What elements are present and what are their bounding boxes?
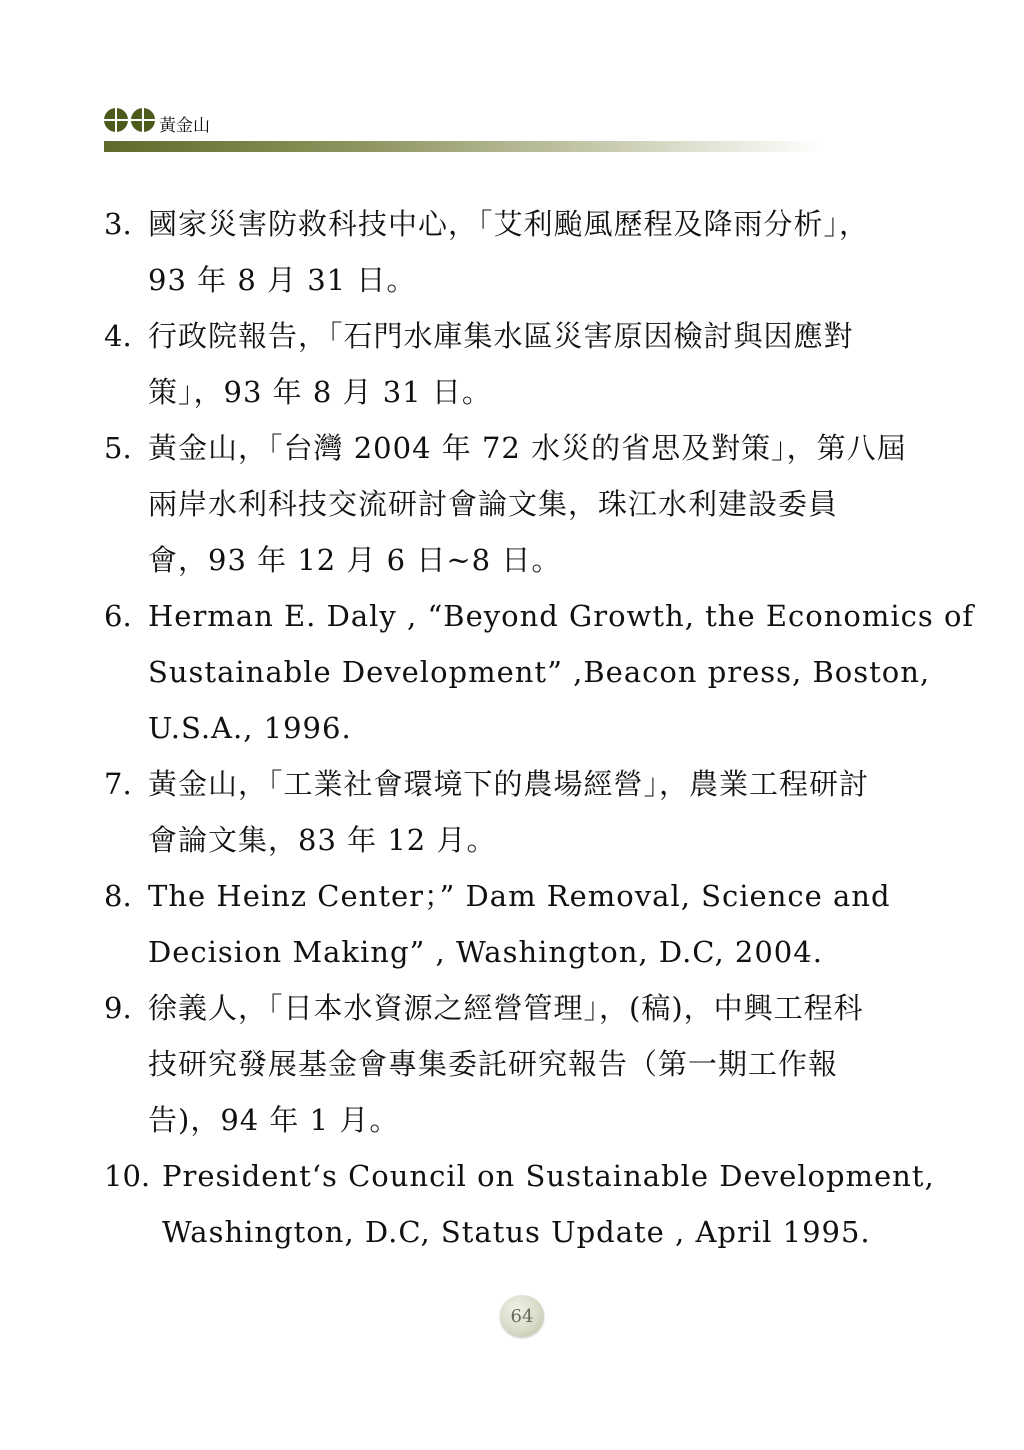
reference-line: Herman E. Daly , “Beyond Growth, the Economics of xyxy=(148,599,975,633)
reference-text xyxy=(148,196,924,308)
logo xyxy=(104,108,155,132)
reference-line: 兩岸水利科技交流研討會論文集，珠江水利建設委員 xyxy=(148,487,839,521)
reference-item xyxy=(104,756,924,868)
logo-clover-icon xyxy=(104,108,128,132)
reference-number: 3. xyxy=(104,207,132,241)
reference-line: President‘s Council on Sustainable Development, xyxy=(162,1159,935,1193)
reference-line: 國家災害防救科技中心，「艾利颱風歷程及降雨分析」， xyxy=(148,207,870,241)
reference-number: 8. xyxy=(104,879,132,913)
reference-item xyxy=(104,308,924,420)
reference-number: 10. xyxy=(104,1159,151,1193)
header-rule xyxy=(104,141,824,152)
reference-text xyxy=(148,588,974,756)
reference-line: U.S.A., 1996. xyxy=(148,711,352,745)
reference-text xyxy=(148,980,924,1148)
reference-line: 黃金山，「台灣 2004 年 72 水災的省思及對策」，第八屆 xyxy=(148,431,907,465)
reference-number: 5. xyxy=(104,431,132,465)
reference-line: 會，93 年 12 月 6 日~8 日。 xyxy=(148,543,562,577)
header-author: 黃金山 xyxy=(159,115,210,136)
reference-line: Sustainable Development” ,Beacon press, Boston, xyxy=(148,655,931,689)
reference-number: 4. xyxy=(104,319,132,353)
reference-number: 6. xyxy=(104,599,132,633)
reference-item xyxy=(104,1148,935,1260)
reference-line: 策」，93 年 8 月 31 日。 xyxy=(148,375,492,409)
reference-text xyxy=(148,420,924,588)
reference-line: 93 年 8 月 31 日。 xyxy=(148,263,417,297)
reference-line: 徐義人，「日本水資源之經營管理」，(稿)，中興工程科 xyxy=(148,991,864,1025)
reference-number: 9. xyxy=(104,991,132,1025)
reference-line: 告)，94 年 1 月。 xyxy=(148,1103,400,1137)
reference-line: 技研究發展基金會專集委託研究報告（第一期工作報 xyxy=(148,1047,839,1081)
logo-clover-icon xyxy=(131,108,155,132)
page-number-badge xyxy=(500,1295,544,1337)
reference-item xyxy=(104,980,924,1148)
reference-line: 黃金山，「工業社會環境下的農場經營」，農業工程研討 xyxy=(148,767,870,801)
reference-list xyxy=(104,196,975,1260)
reference-item xyxy=(104,868,924,980)
reference-number: 7. xyxy=(104,767,132,801)
page-header xyxy=(104,104,210,136)
reference-item xyxy=(104,420,924,588)
reference-text xyxy=(162,1148,935,1260)
reference-line: 行政院報告，「石門水庫集水區災害原因檢討與因應對 xyxy=(148,319,854,353)
reference-item xyxy=(104,196,924,308)
page-number: 64 xyxy=(510,1305,534,1327)
reference-line: 會論文集，83 年 12 月。 xyxy=(148,823,497,857)
reference-line: The Heinz Center；” Dam Removal, Science and xyxy=(148,879,891,913)
reference-item xyxy=(104,588,975,756)
reference-text xyxy=(148,308,924,420)
reference-line: Washington, D.C, Status Update , April 1995. xyxy=(162,1215,871,1249)
reference-text xyxy=(148,868,924,980)
reference-line: Decision Making” , Washington, D.C, 2004. xyxy=(148,935,823,969)
reference-text xyxy=(148,756,924,868)
